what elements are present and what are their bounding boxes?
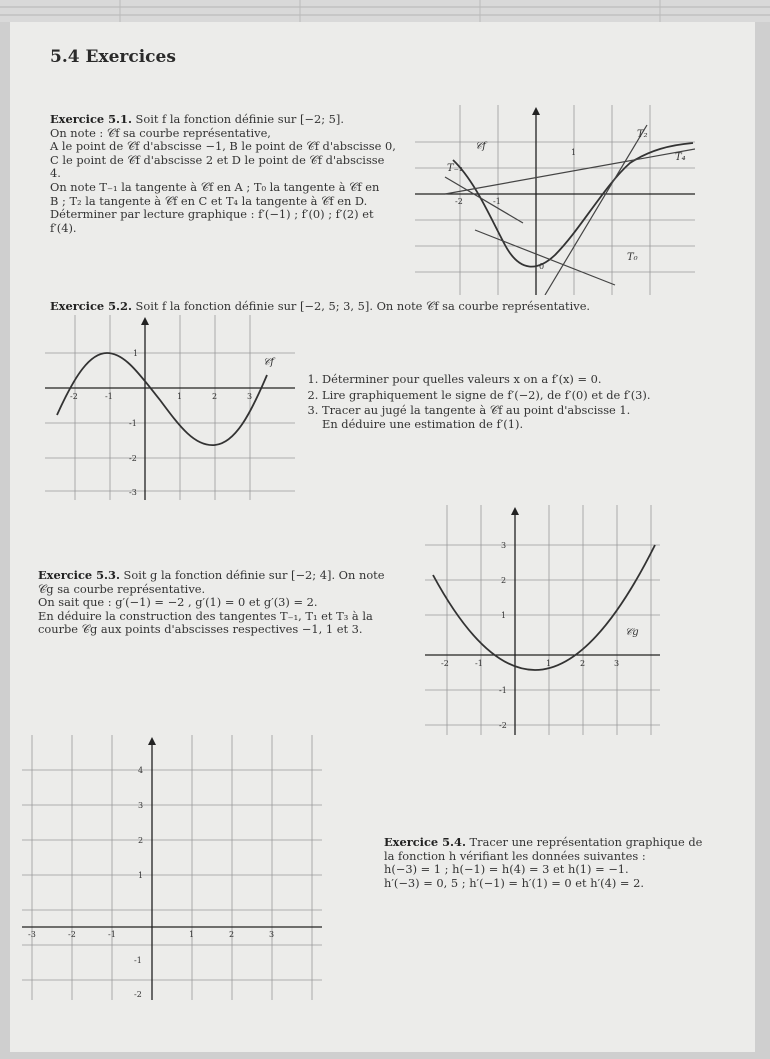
tick-x-m3: -3 — [28, 930, 36, 939]
tick-x-1: 1 — [177, 392, 183, 401]
ex1-line-5: On note T₋₁ la tangente à 𝒞f en A ; T₀ la tangente à 𝒞f en — [50, 179, 380, 194]
ex1-line-1: On note : 𝒞f sa courbe représentative, — [50, 125, 271, 140]
ex1-line-6: B ; T₂ la tangente à 𝒞f en C et T₄ la tangente à 𝒞f en D. — [50, 193, 368, 208]
tick-y-1: 1 — [501, 611, 507, 620]
tick-x-m2: -2 — [455, 197, 463, 206]
tick-x-1: 1 — [546, 659, 552, 668]
graph-grid — [22, 735, 322, 1000]
tick-y-m2: -2 — [499, 721, 507, 730]
label-tm1: T₋₁ — [447, 163, 463, 174]
tick-x-m2: -2 — [70, 392, 78, 401]
tick-x-2: 2 — [580, 659, 586, 668]
tick-y-3: 3 — [501, 541, 507, 550]
tick-x-3: 3 — [269, 930, 275, 939]
tick-y-m1: -1 — [129, 419, 137, 428]
ex1-line-7: Déterminer par lecture graphique : f′(−1) ; f′(0) ; f′(2) et — [50, 207, 374, 222]
tick-x-0: 0 — [539, 262, 545, 271]
exercise-5-2-questions — [308, 373, 718, 433]
exercise-5-4-graph — [22, 735, 322, 1000]
graph-grid — [45, 315, 295, 500]
ex1-line-4: 4. — [50, 166, 61, 181]
tick-x-1: 1 — [571, 148, 577, 157]
exercise-5-2-intro — [50, 300, 730, 314]
label-cg: 𝒞g — [625, 627, 639, 638]
exercise-5-3-text: Exercice 5.3. Soit g la fonction définie sur [−2; 4]. On note 𝒞g sa courbe représentative. On sait que : g′(−1) = −2 , g′(1) = 0 et g′(3) = 2. En déduire la construction des tangentes T₋₁, T₁ et T₃ à la courbe 𝒞g aux points d'abscisses respectives −1, 1 et 3. — [38, 569, 418, 637]
tick-y-1: 1 — [138, 871, 144, 880]
ex4-line-1: la fonction h vérifiant les données suivantes : — [384, 848, 646, 863]
tick-y-m2: -2 — [134, 990, 142, 999]
tick-x-m2: -2 — [68, 930, 76, 939]
ex1-line-3: C le point de 𝒞f d'abscisse 2 et D le point de 𝒞f d'abscisse — [50, 152, 385, 167]
ex2-question-3-extra: En déduire une estimation de f′(1). — [322, 416, 524, 431]
tick-y-2: 2 — [501, 576, 507, 585]
tangent-t4 — [445, 149, 695, 194]
tick-y-2: 2 — [138, 836, 144, 845]
background-surface — [0, 0, 770, 22]
tick-y-m1: -1 — [134, 956, 142, 965]
tick-x-3: 3 — [614, 659, 620, 668]
tick-y-3: 3 — [138, 801, 144, 810]
ex2-question-1: 1. Déterminer pour quelles valeurs x on a f′(x) = 0. — [322, 373, 718, 387]
label-t0: T₀ — [627, 252, 638, 263]
ex4-line-3: h′(−3) = 0, 5 ; h′(−1) = h′(1) = 0 et h′(4) = 2. — [384, 875, 644, 890]
tick-x-m2: -2 — [441, 659, 449, 668]
label-cf: 𝒞f — [475, 141, 486, 152]
y-axis-arrow — [511, 507, 519, 515]
y-axis-arrow — [532, 107, 540, 115]
y-axis-arrow — [148, 737, 156, 745]
exercise-5-3-graph — [425, 505, 660, 735]
label-t4: T₄ — [675, 152, 686, 163]
curve-cg — [433, 545, 655, 670]
tick-y-m2: -2 — [129, 454, 137, 463]
tick-x-1: 1 — [189, 930, 195, 939]
tick-y-1: 1 — [133, 349, 139, 358]
ex2-intro: Soit f la fonction définie sur [−2, 5; 3, 5]. On note 𝒞f sa courbe représentative. — [135, 299, 591, 313]
label-t2: T₂ — [637, 129, 648, 140]
ex1-line-8: f′(4). — [50, 220, 77, 235]
exercise-5-1-graph — [415, 105, 695, 295]
ex4-line-2: h(−3) = 1 ; h(−1) = h(4) = 3 et h(1) = −1. — [384, 862, 629, 877]
ex1-line-0: Exercice 5.1. Soit f la fonction définie sur [−2; 5]. — [50, 112, 344, 126]
ex3-heading: Exercice 5.3. — [38, 568, 120, 582]
curve-cf — [57, 353, 267, 445]
tick-y-4: 4 — [138, 766, 144, 775]
tangent-t2 — [545, 125, 647, 295]
ex2-heading: Exercice 5.2. — [50, 299, 132, 313]
ex2-question-2: 2. Lire graphiquement le signe de f′(−2), de f′(0) et de f′(3). — [322, 389, 718, 403]
y-axis-arrow — [141, 317, 149, 325]
ex1-line-2: A le point de 𝒞f d'abscisse −1, B le point de 𝒞f d'abscisse 0, — [50, 139, 396, 154]
exercise-5-2-graph — [45, 315, 295, 500]
exercise-5-4-text: Exercice 5.4. Tracer une représentation graphique de la fonction h vérifiant les données suivantes : h(−3) = 1 ; h(−1) = h(4) = 3 et h(1) = −1. h′(−3) = 0, 5 ; h′(−1) = h′(1) = 0 et h′(4) = 2. — [384, 836, 724, 890]
tick-x-2: 2 — [212, 392, 218, 401]
tangent-t0 — [475, 230, 615, 285]
ex3-line-4: courbe 𝒞g aux points d'abscisses respectives −1, 1 et 3. — [38, 622, 363, 637]
tick-x-m1: -1 — [108, 930, 116, 939]
tick-x-m1: -1 — [475, 659, 483, 668]
ex2-question-3: 3. Tracer au jugé la tangente à 𝒞f au point d'abscisse 1. En déduire une estimation de f′(1). — [322, 404, 718, 431]
tick-x-2: 2 — [229, 930, 235, 939]
tick-y-m3: -3 — [129, 488, 137, 497]
ex3-line-1: 𝒞g sa courbe représentative. — [38, 581, 206, 596]
tick-x-m1: -1 — [493, 197, 501, 206]
tick-y-m1: -1 — [499, 686, 507, 695]
ex4-heading: Exercice 5.4. — [384, 835, 466, 849]
label-cf: 𝒞f — [263, 357, 274, 368]
ex3-line-2: On sait que : g′(−1) = −2 , g′(1) = 0 et g′(3) = 2. — [38, 595, 318, 610]
ex3-line-3: En déduire la construction des tangentes T₋₁, T₁ et T₃ à la — [38, 608, 373, 623]
section-title: 5.4 Exercices — [50, 47, 176, 67]
tick-x-m1: -1 — [105, 392, 113, 401]
ex1-heading: Exercice 5.1. — [50, 112, 132, 126]
grid-paper-strip — [0, 0, 770, 22]
exercise-5-1-text — [50, 113, 410, 235]
tick-x-3: 3 — [247, 392, 253, 401]
